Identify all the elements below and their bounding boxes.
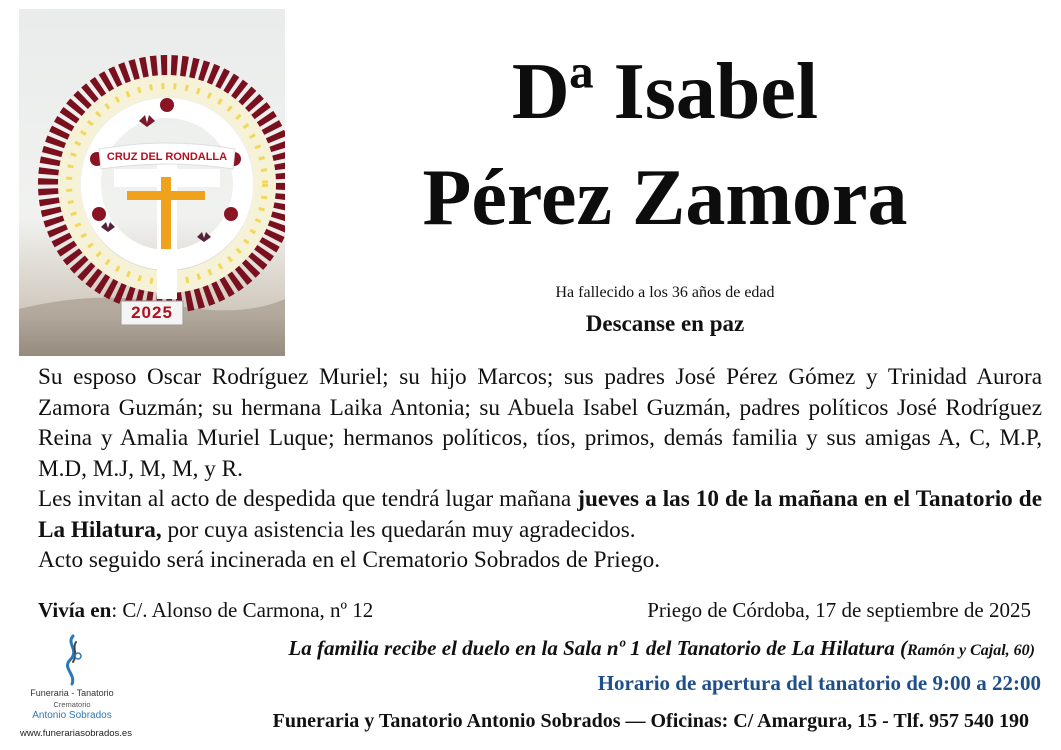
- wreath-photo: [19, 9, 285, 356]
- obituary-body: [38, 362, 1042, 576]
- residence-line: [38, 598, 373, 623]
- logo-line2: Crematorio: [53, 700, 91, 709]
- wreath-banner-text: CRUZ DEL RONDALLA: [106, 151, 228, 163]
- logo-line1: Funeraria - Tanatorio: [30, 688, 114, 698]
- deceased-name-line1: Dª Isabel: [511, 48, 819, 136]
- footer-contact: Funeraria y Tanatorio Antonio Sobrados — Oficinas: C/ Amargura, 15 - Tlf. 957 540 190: [272, 710, 1029, 732]
- condolence-main: La familia recibe el duelo en la Sala nº 1 del Tanatorio de La Hilatura (: [288, 636, 907, 660]
- year-plate-text: 2025: [131, 303, 173, 322]
- age-text: Ha fallecido a los 36 años de edad: [555, 284, 775, 301]
- residence-label: Vivía en: [38, 598, 112, 622]
- logo-website: www.funerariasobrados.es: [20, 728, 132, 739]
- logo-line3: Antonio Sobrados: [32, 710, 112, 721]
- family-paragraph: Su esposo Oscar Rodríguez Muriel; su hijo Marcos; sus padres José Pérez Gómez y Trinidad Aurora Zamora Guzmán; su hermana Laika Antonia; su Abuela Isabel Guzmán, padres políticos José Rodríguez Reina y Amalia Muriel Luque; hermanos políticos, tíos, primos, demás familia y sus amigas A, C, M.P, M.D, M.J, M, M, y R.: [38, 364, 1042, 482]
- logo-mark-icon: [58, 634, 88, 686]
- invite-paragraph: [38, 484, 1042, 545]
- opening-hours: Horario de apertura del tanatorio de 9:00 a 22:00: [597, 671, 1041, 695]
- deceased-name-line2: Pérez Zamora: [422, 154, 908, 242]
- invite-bold: jueves a las 10 de la mañana en el Tanatorio de La Hilatura,: [38, 486, 1042, 543]
- condolence-address: Ramón y Cajal, 60): [906, 642, 1035, 659]
- condolence-line: [288, 636, 1035, 661]
- cremation-paragraph: Acto seguido será incinerada en el Crematorio Sobrados de Priego.: [38, 547, 661, 573]
- residence-address: : C/. Alonso de Carmona, nº 12: [111, 598, 374, 622]
- invite-rest: por cuya asistencia les quedarán muy agradecidos.: [161, 516, 636, 543]
- rest-in-peace: Descanse en paz: [585, 311, 745, 336]
- place-date: Priego de Córdoba, 17 de septiembre de 2025: [647, 598, 1031, 622]
- invite-intro: Les invitan al acto de despedida que tendrá lugar mañana: [38, 486, 578, 512]
